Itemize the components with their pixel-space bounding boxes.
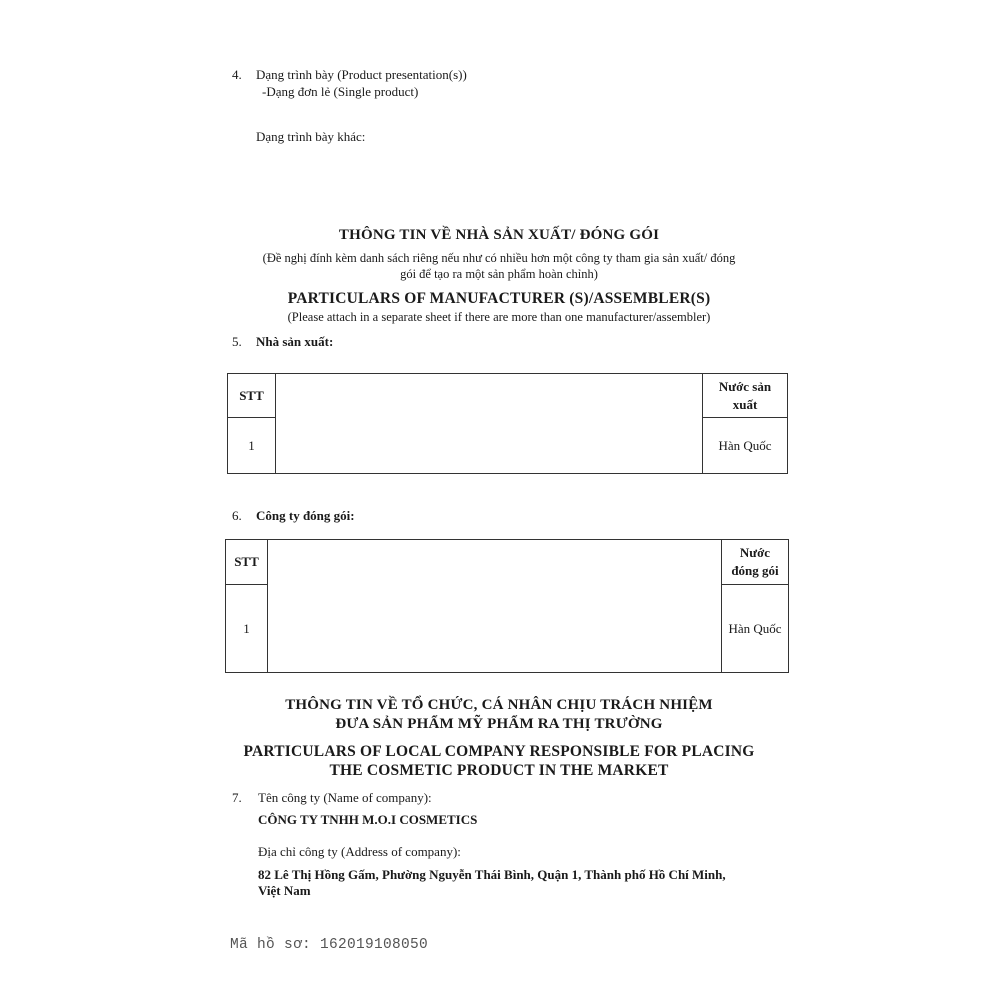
manufacturer-note-en: (Please attach in a separate sheet if there are more than one manufacturer/assembler) [287, 310, 711, 324]
manufacturer-table [227, 373, 788, 474]
section-4-option: -Dạng đơn lẻ (Single product) [262, 84, 419, 99]
section-7-number: 7. [232, 790, 242, 805]
stt-header: STT [226, 540, 268, 585]
country-header-line1: Nước [739, 545, 771, 560]
company-address-line1: 82 Lê Thị Hồng Gấm, Phường Nguyễn Thái Bình, Quận 1, Thành phố Hồ Chí Minh, [258, 867, 726, 882]
manufacturer-title-en: PARTICULARS OF MANUFACTURER (S)/ASSEMBLER(S) [287, 290, 711, 307]
assembler-table [225, 539, 789, 673]
section-4-other: Dạng trình bày khác: [256, 129, 366, 144]
record-id: Mã hồ sơ: 162019108050 [230, 937, 429, 953]
company-name-label: Tên công ty (Name of company): [258, 790, 432, 805]
company-address-label: Địa chỉ công ty (Address of company): [258, 844, 461, 859]
table-row-stt: 1 [226, 585, 268, 673]
assembler-name-cell [268, 540, 722, 673]
section-6-label: Công ty đóng gói: [256, 508, 355, 523]
manufacturer-title-vi: THÔNG TIN VỀ NHÀ SẢN XUẤT/ ĐÓNG GÓI [338, 227, 660, 243]
manufacturer-name-cell [276, 374, 703, 474]
country-header-line1: Nước sản [718, 378, 772, 394]
manufacturer-note-vi-1: (Đề nghị đính kèm danh sách riêng nếu như có nhiều hơn một công ty tham gia sản xuất/ đóng [262, 251, 736, 265]
stt-header: STT [228, 374, 276, 418]
table-row-country: Hàn Quốc [722, 585, 789, 673]
section-5-number: 5. [232, 334, 242, 349]
country-header [722, 540, 789, 585]
local-title-vi-2: ĐƯA SẢN PHẨM MỸ PHẨM RA THỊ TRƯỜNG [335, 716, 663, 732]
country-header [703, 374, 788, 418]
local-title-vi-1: THÔNG TIN VỀ TỔ CHỨC, CÁ NHÂN CHỊU TRÁCH NHIỆM [285, 697, 713, 713]
local-title-en-2: THE COSMETIC PRODUCT IN THE MARKET [329, 762, 669, 779]
country-header-line2: đóng gói [731, 563, 779, 578]
table-row-country: Hàn Quốc [703, 418, 788, 474]
section-4-label: Dạng trình bày (Product presentation(s)) [256, 67, 467, 82]
table-row-stt: 1 [228, 418, 276, 474]
manufacturer-note-vi-2: gói để tạo ra một sản phẩm hoàn chỉnh) [400, 267, 598, 281]
section-4-number: 4. [232, 67, 242, 82]
company-address-line2: Việt Nam [258, 883, 311, 898]
local-title-en-1: PARTICULARS OF LOCAL COMPANY RESPONSIBLE FOR PLACING [243, 743, 755, 760]
section-6-number: 6. [232, 508, 242, 523]
country-header-line2: xuất [732, 396, 758, 412]
company-name-value: CÔNG TY TNHH M.O.I COSMETICS [258, 812, 478, 827]
section-5-label: Nhà sản xuất: [256, 334, 334, 349]
